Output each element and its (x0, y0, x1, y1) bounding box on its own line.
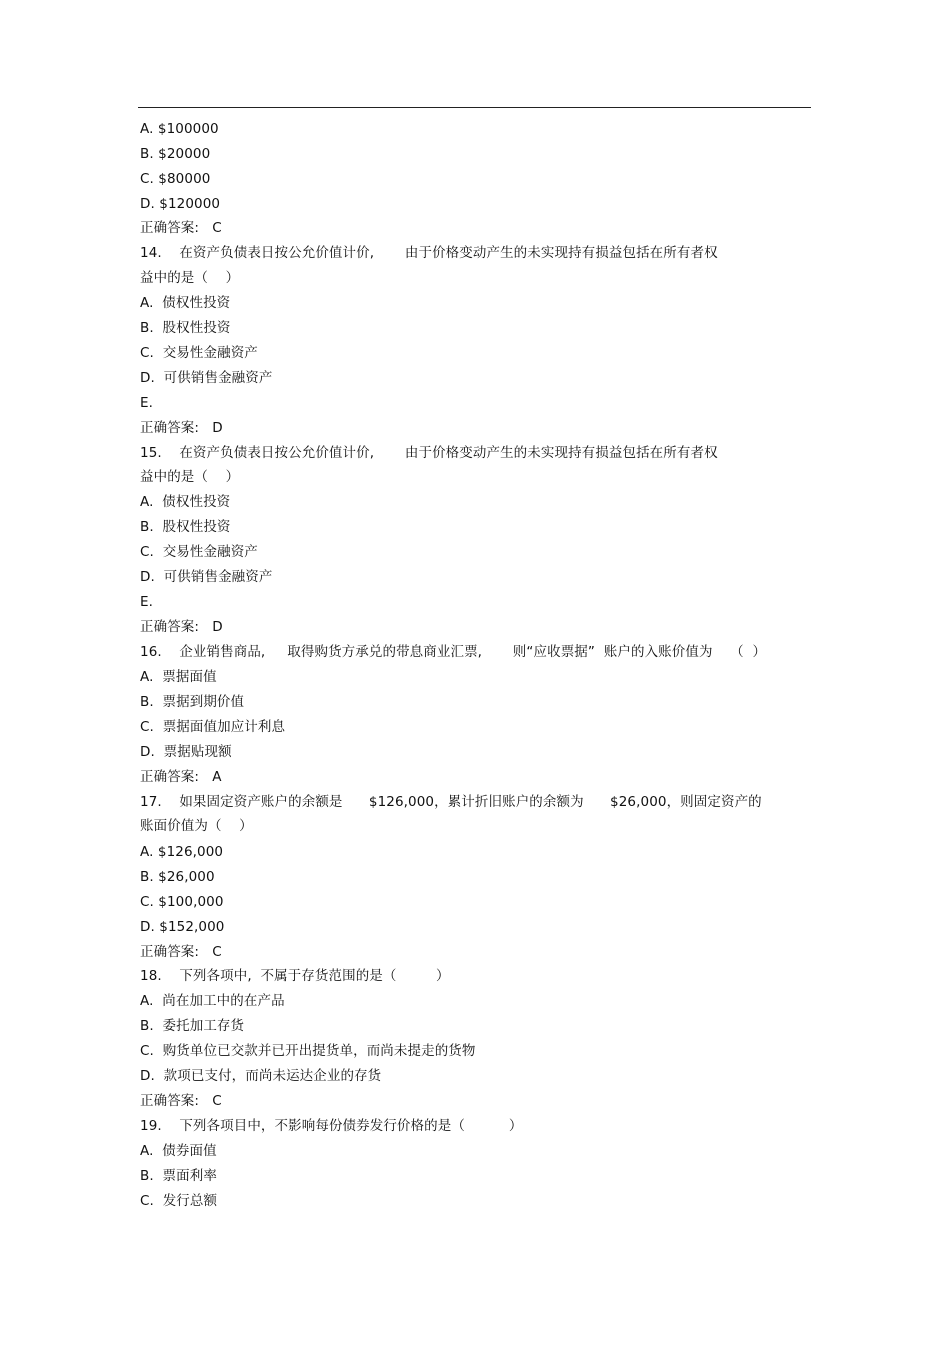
answer-line: 正确答案: D (140, 619, 223, 635)
option-line: B. 票面利率 (140, 1168, 217, 1184)
option-line: A. 债权性投资 (140, 494, 231, 510)
option-line: D. 可供销售金融资产 (140, 370, 273, 386)
option-line: B. 票据到期价值 (140, 694, 245, 710)
answer-line: 正确答案: C (140, 944, 222, 960)
option-line: B. 股权性投资 (140, 320, 231, 336)
option-line: D. 款项已支付，而尚未运达企业的存货 (140, 1068, 382, 1084)
answer-line: 正确答案: D (140, 420, 223, 436)
question-line: 14. 在资产负债表日按公允价值计价, 由于价格变动产生的未实现持有损益包括在所有者权 (140, 245, 718, 261)
text-line: B. $20000 (140, 146, 211, 162)
option-line: D. $152,000 (140, 919, 225, 935)
header-rule (138, 107, 811, 108)
option-line: C. 发行总额 (140, 1193, 218, 1209)
text-line: D. $120000 (140, 196, 221, 212)
option-line: A. $126,000 (140, 844, 224, 860)
question-line: 17. 如果固定资产账户的余额是 $126,000，累计折旧账户的余额为 $26,000，则固定资产的 (140, 794, 762, 810)
option-line: C. 交易性金融资产 (140, 345, 258, 361)
question-line: 15. 在资产负债表日按公允价值计价, 由于价格变动产生的未实现持有损益包括在所有者权 (140, 445, 718, 461)
question-line: 益中的是（ ） (140, 469, 240, 485)
option-line: B. 委托加工存货 (140, 1018, 245, 1034)
option-line: A. 债券面值 (140, 1143, 217, 1159)
option-line: C. 票据面值加应计利息 (140, 719, 286, 735)
answer-line: 正确答案: C (140, 1093, 222, 1109)
option-line: E. (140, 395, 154, 411)
answer-line: 正确答案: A (140, 769, 222, 785)
text-line: C. $80000 (140, 171, 211, 187)
question-line: 16. 企业销售商品, 取得购货方承兑的带息商业汇票, 则“应收票据” 账户的入账价值为 （ ） (140, 644, 767, 660)
option-line: C. 购货单位已交款并已开出提货单，而尚未提走的货物 (140, 1043, 476, 1059)
question-line: 账面价值为（ ） (140, 818, 253, 834)
option-line: B. $26,000 (140, 869, 215, 885)
option-line: D. 可供销售金融资产 (140, 569, 273, 585)
option-line: E. (140, 594, 154, 610)
question-line: 益中的是（ ） (140, 270, 240, 286)
option-line: C. $100,000 (140, 894, 224, 910)
option-line: A. 债权性投资 (140, 295, 231, 311)
option-line: A. 票据面值 (140, 669, 217, 685)
question-line: 19. 下列各项目中，不影响每份债券发行价格的是（ ） (140, 1118, 523, 1134)
text-line: A. $100000 (140, 121, 219, 137)
option-line: A. 尚在加工中的在产品 (140, 993, 285, 1009)
question-line: 18. 下列各项中, 不属于存货范围的是（ ） (140, 968, 450, 984)
answer-line: 正确答案: C (140, 220, 222, 236)
option-line: D. 票据贴现额 (140, 744, 232, 760)
option-line: C. 交易性金融资产 (140, 544, 258, 560)
option-line: B. 股权性投资 (140, 519, 231, 535)
